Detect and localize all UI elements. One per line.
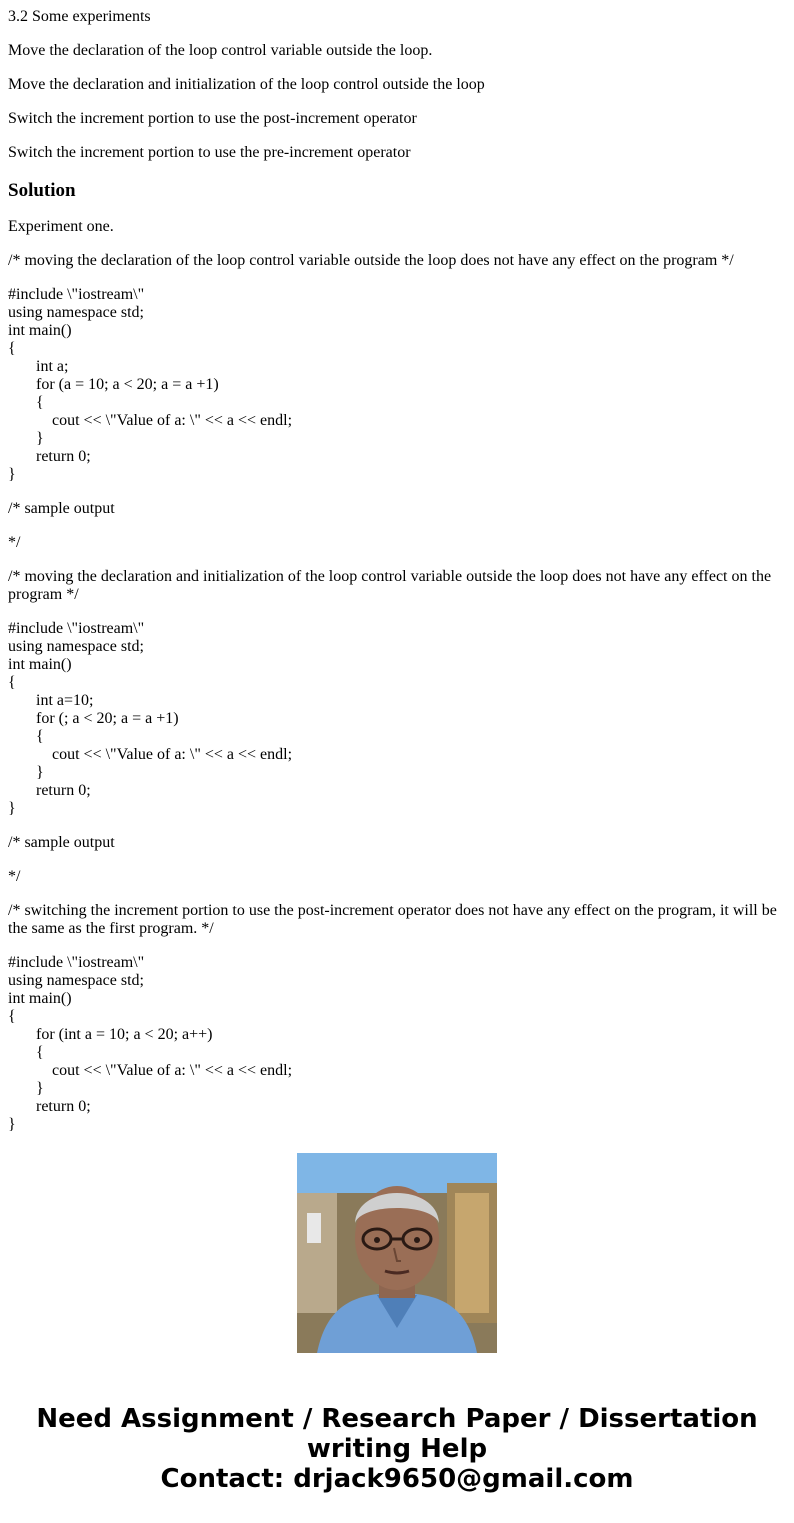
promo-line-1: Need Assignment / Research Paper / Dissertation [36,1404,758,1434]
code-comment: /* switching the increment portion to use the post-increment operator does not have any effect on the program, it will be the same as the first program. */ [8,902,777,937]
code-line: for (; a < 20; a = a +1) [36,710,179,727]
comment-close: */ [8,868,21,885]
code-line: { [8,674,16,691]
code-block-1 [8,286,788,484]
code-line: return 0; [36,448,91,465]
task-item: Switch the increment portion to use the pre-increment operator [8,144,411,161]
code-line: int a=10; [36,692,94,709]
task-item: Move the declaration of the loop control variable outside the loop. [8,42,433,59]
code-line: { [36,1044,44,1061]
code-line: } [8,800,16,817]
code-line: int main() [8,322,72,339]
code-line: cout << \"Value of a: \" << a << endl; [52,412,293,429]
sample-output-label: /* sample output [8,834,115,851]
code-line: { [36,394,44,411]
code-line: cout << \"Value of a: \" << a << endl; [52,746,293,763]
code-block-3 [8,954,788,1134]
code-line: return 0; [36,1098,91,1115]
code-line: using namespace std; [8,638,144,655]
code-line: using namespace std; [8,972,144,989]
code-line: int main() [8,990,72,1007]
code-line: { [36,728,44,745]
code-line: #include \"iostream\" [8,954,145,971]
document-body [8,0,788,1133]
code-line: return 0; [36,782,91,799]
code-line: int main() [8,656,72,673]
code-line: } [36,1080,44,1097]
code-line: int a; [36,358,69,375]
code-line: } [8,466,16,483]
comment-close: */ [8,534,21,551]
promo-contact: Contact: drjack9650@gmail.com [160,1464,634,1494]
task-item: Switch the increment portion to use the post-increment operator [8,110,417,127]
task-item: Move the declaration and initialization of the loop control outside the loop [8,76,485,93]
sample-output-label: /* sample output [8,500,115,517]
code-line: } [36,430,44,447]
code-line: using namespace std; [8,304,144,321]
code-line: for (int a = 10; a < 20; a++) [36,1026,213,1043]
code-line: for (a = 10; a < 20; a = a +1) [36,376,219,393]
experiment-label: Experiment one. [8,218,114,235]
code-line: } [8,1116,16,1133]
code-comment: /* moving the declaration of the loop control variable outside the loop does not have any effect on the program */ [8,252,734,269]
code-line: { [8,1008,16,1025]
code-line: { [8,340,16,357]
promo-line-2: writing Help [306,1434,488,1464]
code-comment: /* moving the declaration and initialization of the loop control variable outside the loop does not have any effect on the program */ [8,568,772,603]
code-block-2 [8,620,788,818]
author-portrait-illustration [297,1153,497,1353]
solution-heading: Solution [8,180,76,201]
section-heading: 3.2 Some experiments [8,8,151,25]
code-line: #include \"iostream\" [8,286,145,303]
code-line: cout << \"Value of a: \" << a << endl; [52,1062,293,1079]
code-line: } [36,764,44,781]
code-line: #include \"iostream\" [8,620,145,637]
author-avatar [297,1153,497,1353]
promo-banner [0,1404,794,1494]
